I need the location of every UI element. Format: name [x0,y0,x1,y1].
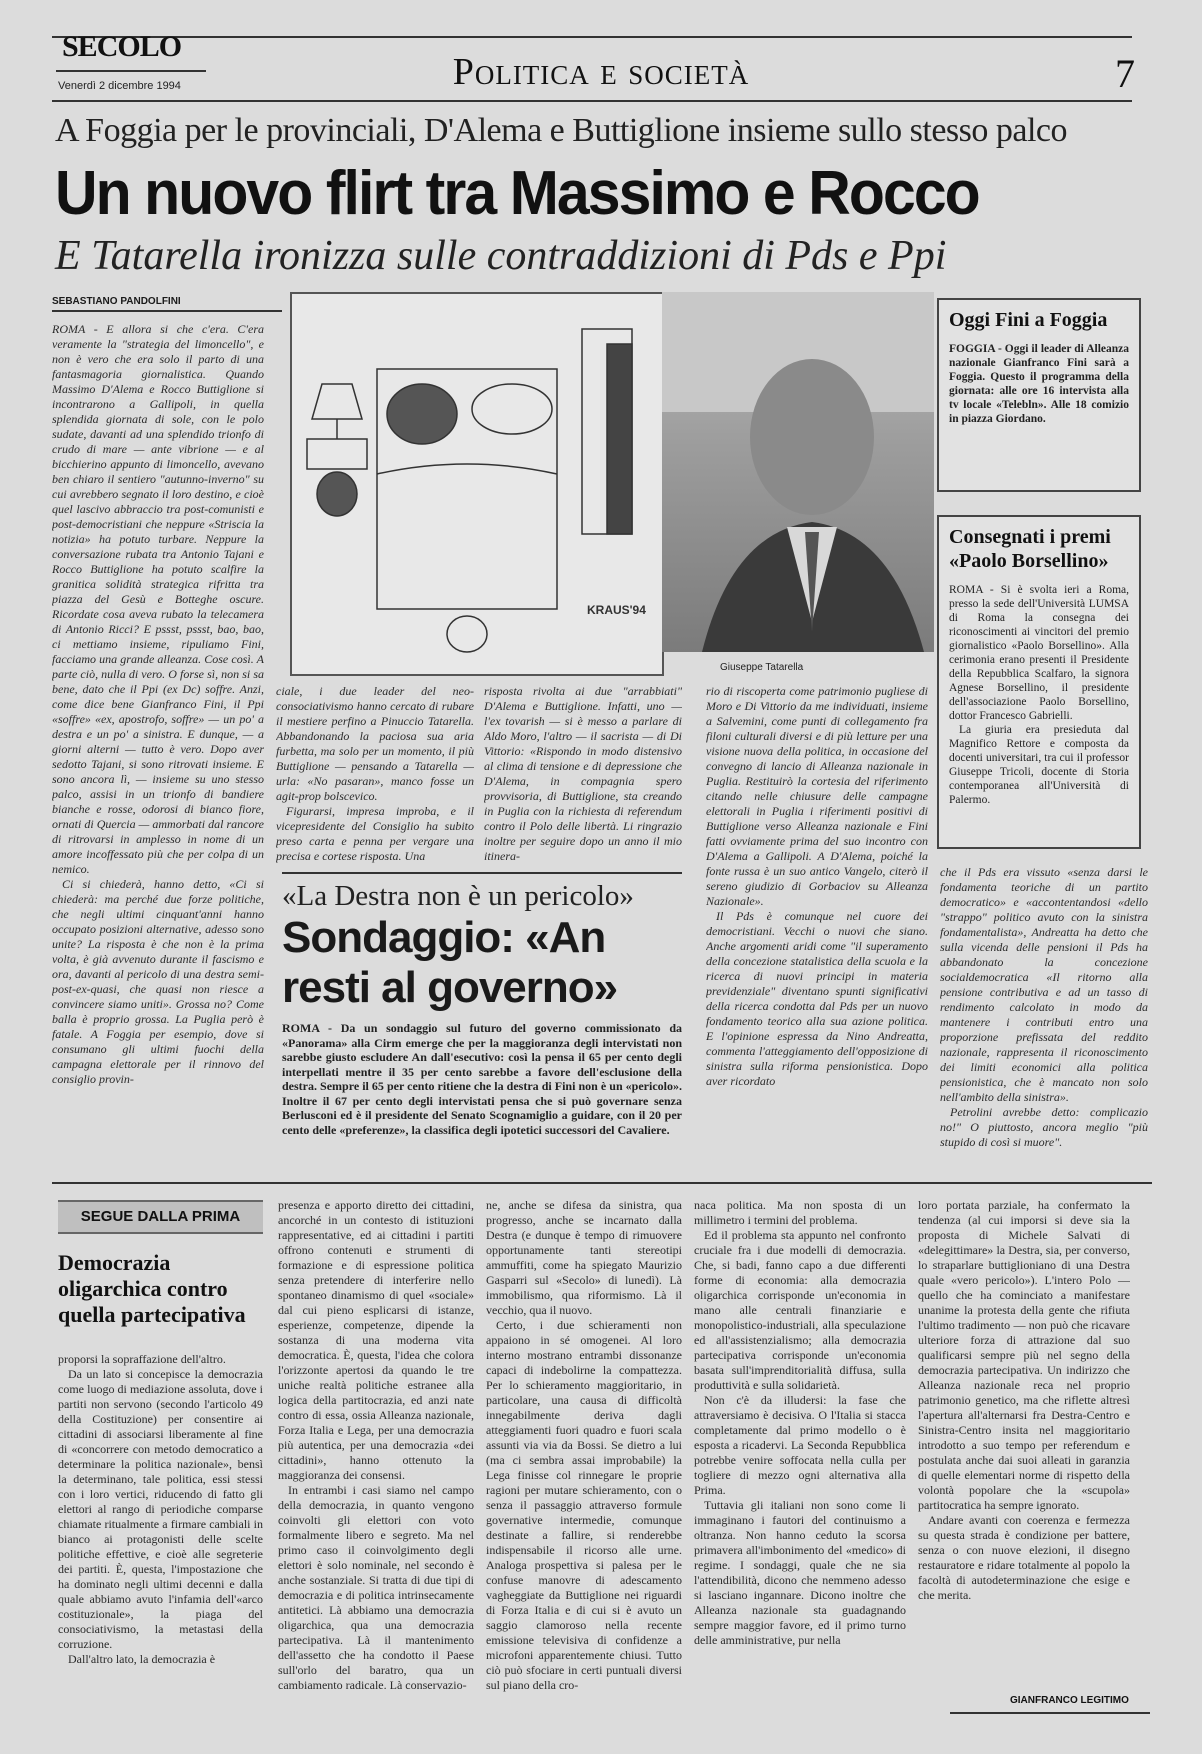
lead-kicker: A Foggia per le provinciali, D'Alema e Buttiglione insieme sullo stesso palco [55,112,1067,149]
second-column-5 [918,1198,1130,1688]
second-column-3 [486,1198,682,1728]
paragraph: Tuttavia gli italiani non sono come li immaginano i fautori del continuismo a oltranza. Non hanno ceduto la scorsa primavera all'imbonimento del «medico» di regime. I sondaggi, quale che ne sia l'attendibilità, dicono che nemmeno adesso si lasciano ingannare. Dicono inoltre che Alleanza nazionale sta guadagnando sempre maggior favore, ed il primo turno delle amministrative, pur nella [694,1498,906,1647]
newspaper-logo: SECOLO [62,30,182,63]
sidebar-fini-title: Oggi Fini a Foggia [949,309,1108,331]
masthead-bottom-rule [52,100,1132,102]
section-title: Politica e società [452,51,750,93]
sidebar-borsellino-title: Consegnati i premi «Paolo Borsellino» [949,526,1111,572]
sidebar-fini-body: FOGGIA - Oggi il leader di Alleanza nazionale Gianfranco Fini sarà a Foggia. Questo il programma della giornata: alle ore 16 intervista alla tv locale «Telebln». Alle 18 comizio in piazza Giordano. [949,343,1129,425]
paragraph: Ci si chiederà, hanno detto, «Ci si chiederà: ma perché due forze politiche, che negli ultimi cinquant'anni hanno occupato posizioni alternative, adesso sono unite? La risposta è che non è la prima volta, è già avvenuto durante il fascismo e ora, davanti al pericolo di una destra semi-post-ex-quasi, che quasi non riesce a convincere siamo uniti». Grossa no? Come balla è proprio grossa. La Puglia però è fatale. A Foggia per esempio, dove si consumano gli ultimi fuochi della campagna elettorale per il rinnovo del consiglio provin- [52,877,264,1086]
paragraph: In entrambi i casi siamo nel campo della democrazia, in quanto vengono coinvolti gli elettori con voto formalmente libero e segreto. Ma nel primo caso il coinvolgimento degli elettori è solo nominale, nel secondo è anche sostanziale. Si tratta di due tipi di democrazia e di politica intrinsecamente antitetici. Là abbiamo una democrazia oligarchica, qua una democrazia partecipativa. Là il mantenimento dell'assetto che ha condotto il Paese sull'orlo del baratro, qua un cambiamento radicale. Là conservazio- [278,1483,474,1692]
second-column-1 [58,1352,263,1722]
sidebar-borsellino-box [937,515,1141,849]
sidebar-fini-box [937,298,1141,492]
paragraph: presenza e apporto diretto dei cittadini, ancorché in un contesto di istituzioni rappresentative, ed ai cittadini i partiti offrono contenuti e strumenti di formazione e di espressione politica senza pretendere di interferire nello spontaneo dinamismo di quel «sociale» dal cui pieno esplicarsi di istanze, esperienze, competenze, dipende la sostanza di una moderna vita democratica. È, questa, l'idea che colora l'orizzonte apertosi da quando le tre uniche realtà politiche estranee alla logica della partitocrazia, ed anzi nate contro di essa, ossia Alleanza nazionale, Forza Italia e Lega, per una democrazia più autentica, per una democrazia «dei cittadini», hanno ottenuto la maggioranza dei consensi. [278,1198,474,1482]
second-article-title: Democrazia oligarchica contro quella partecipativa [58,1250,246,1327]
paragraph: Certo, i due schieramenti non appaiono in sé omogenei. Al loro interno mostrano entrambi dissonanze capaci di indebolirne la compattezza. Per lo schieramento maggioritario, in particolare, una causa di difficoltà innegabilmente deriva dagli atteggiamenti fuori quadro e fuori scala assunti via via da Bossi. Se dietro a lui (ma ci sembra assai improbabile) la Lega finisse col rinnegare le proprie ragioni per mutare schieramento, con o senza il passaggio attraverso formule governative intermedie, comunque destinate a fallire, si renderebbe indispensabile il ricorso alle urne. Analoga prospettiva si palesa per le confuse manovre di adescamento vagheggiate da Buttiglione nei riguardi di Forza Italia e di cui si è avuto un saggio clamoroso nella recente emissione televisiva di confidenze a microfoni apparentemente chiusi. Tutto ciò può sfociare in certi puntuali diversi sul piano della cro- [486,1318,682,1692]
top-rule [52,36,1132,38]
lead-column-1 [52,322,264,1172]
paragraph: ROMA - Si è svolta ieri a Roma, presso la sede dell'Università LUMSA di Roma la consegna dei riconoscimenti ai vincitori del premio giornalistico «Paolo Borsellino». Alla cerimonia erano presenti il Presidente della Repubblica Scalfaro, la signora Agnese Borsellino, il presidente dell'associazione Paolo Borsellino, dottor Francesco Gabrielli. [949,584,1129,722]
cartoon-illustration [290,292,664,676]
man-portrait-icon [662,292,934,652]
poll-article [282,872,682,1154]
signature-rule [950,1712,1150,1714]
paragraph: ROMA - E allora si che c'era. C'era veramente la "strategia del limoncello", e non è vero che era solo il parto di una fantasmagoria giornalistica. Quando Massimo D'Alema e Rocco Buttiglione si incontrarono a Gallipoli, in quella splendida giornata di sole, con le polo sudate, davanti ad una splendido trionfo di crudo di mare — ante vibrione — e al bicchierino appunto di limoncello, avevano ben chiaro il sentiero "autunno-inverno" su cui avrebbero segnato il loro destino, e cioè quel lascivo abbraccio tra post-comunisti e post-democristiani che neppure «Striscia la notizia» ha potuto turbare. Neppure la conversazione rubata tra Antonio Tajani e Rocco Buttiglione ha potuto scalfire la granitica solidità strategica rifritta tra piazza del Gesù e Botteghe oscure. Ricordate cosa aveva rubato la telecamera di Antonio Ricci? E pssst, pssst, bao, bao, ci mettiamo insieme, ripuliamo Fini, facciamo una grande alleanza. Cose così. A parte ciò, nulla di vero. O forse sì, non si sa bene, dato che il Ppi (ex Dc) soffre. Anzi, come dice bene Gianfranco Fini, il Ppi «soffre» «ex, apostrofo, soffre» — un po' a destra e un po' a sinistra. E dunque, — a giorni alterni — tutto è vero. Dopo aver sedotto Tajani, si sono ritrovati insieme. E sono ancora lì, — insieme su uno stesso palco, assisi in un trionfo di bandiere bianche e rosse, odorosi di bianco fiore, ornati di Quercia — ammorbati dal rancore di ritrovarsi in amplesso in nome di un amore incoffessato più che per colpa di un nemico. [52,322,264,876]
byline: SEBASTIANO PANDOLFINI [52,296,282,312]
continued-label: SEGUE DALLA PRIMA [58,1200,263,1234]
portrait-photo [662,292,934,652]
paragraph: ciale, i due leader del neo-consociativismo hanno cercato di rubare il mestiere perfino a Pinuccio Tatarella. Abbandonando la paciosa sua aria furbetta, ma solo per un momento, il più Buttiglione — pensando a Tatarella — urla: «No pasaran», manco fosse un agit-prop bolscevico. [276,684,474,803]
paragraph: Ed il problema sta appunto nel confronto cruciale fra i due modelli di democrazia. Che, si badi, fanno capo a due differenti forme di economia: alla democrazia oligarchica corrisponde un'economia in mano alle centrali finanziarie e monopolistico-industriali, alla speculazione ed all'assistenzialismo; alla democrazia partecipativa corrisponde un'economia basata sull'imprenditorialità diffusa, sulla produttività e sulla solidarietà. [694,1228,906,1392]
paragraph: Dall'altro lato, la democrazia è [68,1652,216,1666]
bedroom-cartoon-icon [292,294,662,674]
paragraph: Da un lato si concepisce la democrazia come luogo di mediazione assoluta, dove i partiti non servono (secondo l'articolo 49 della Costituzione) per consentire ai cittadini di associarsi liberamente al fine di «concorrere con metodo democratico a determinare la politica nazionale», bensì la determinano, tale politica, essi stessi con i loro vertici, riducendo di fatto gli elettori al rango di periodiche comparse chiamate ritualmente a firmare cambiali in bianco ai protagonisti delle scelte politiche effettive, e cioè alle segreterie dei partiti. È, questa, l'impostazione che ha dominato negli ultimi decenni e dalla quale abbiamo avuto l'infamia dell'«arco costituzionale», la piaga del consociativismo, la metastasi della corruzione. [58,1367,263,1651]
poll-headline: Sondaggio: «An resti al governo» [282,913,618,1012]
sidebar-borsellino-body [949,583,1129,807]
paragraph: proporsi la sopraffazione dell'altro. [58,1352,226,1366]
lead-subhead: E Tatarella ironizza sulle contraddizioni di Pds e Ppi [55,233,947,279]
lead-column-4 [706,684,928,1174]
photo-caption: Giuseppe Tatarella [720,662,804,673]
paragraph: Non c'è da illudersi: la fase che attraversiamo è decisiva. O l'Italia si stacca completamente dal primo modello o è esposta a ricadervi. La Seconda Repubblica potrebbe venire soffocata nella culla per togliere di mezzo ogni alternativa alla Prima. [694,1393,906,1497]
paragraph: naca politica. Ma non sposta di un millimetro i termini del problema. [694,1198,906,1227]
section-divider [52,1182,1152,1184]
paragraph: che il Pds era vissuto «senza darsi le fondamenta teoriche di un partito democratico» e «accontentandosi «dello "strappo" politico avuto con la sinistra fondamentalista», Andreatta ha detto che sulla vicenda delle pensioni il Pds ha abbandonato la concezione socialdemocratica «Il ritorno alla pensione contributiva e ad un tasso di rendimento calcolato in modo da mantenere i contributi entro una proporzione prefissata del reddito nazionale, rappresenta il riconoscimento dei limiti economici alla politica pensionistica, che è mancato non solo nell'ambito della sinistra». [940,865,1148,1104]
poll-kicker: «La Destra non è un pericolo» [282,880,634,912]
paragraph: Andare avanti con coerenza e fermezza su questa strada è condizione per battere, senza o con nuove elezioni, il disegno restauratore e ridare totalmente al popolo la facoltà di autodeterminazione che esige e che merita. [918,1513,1130,1602]
paragraph: risposta rivolta ai due "arrabbiati" D'Alema e Buttiglione. Infatti, uno — l'ex tovarish — si è messo a parlare di Aldo Moro, l'altro — il sacrista — di Di Vittorio: «Rispondo in modo distensivo al clima di tensione e di depressione che D'Alema, in compagnia spero provvisoria, di Buttiglione, sta creando in Puglia con la richiesta di referendum contro il Polo delle libertà. Li ringrazio inoltre per seguire dopo un anno il mio itinera- [484,684,682,863]
poll-body: ROMA - Da un sondaggio sul futuro del governo commissionato da «Panorama» alla Cirm emerge che per la maggioranza degli intervistati non sarebbe giusto escludere An dall'esecutivo: così la pensa il 65 per cento degli interpellati mentre il 35 per cento sarebbe a favore dell'esclusione della destra. Sempre il 65 per cento ritiene che la destra di Fini non è un «pericolo». Inoltre il 67 per cento degli intervistati pensa che si può governare senza Berlusconi ed è il presidente del Senato Scognamiglio a guidare, con il 20 per cento delle «preferenze», la classifica degli ipotetici successori del Cavaliere. [282,1021,682,1137]
paragraph: La giuria era presieduta dal Magnifico Rettore e composta da docenti universitari, tra cui il professor Giuseppe Tricoli, docente di Storia contemporanea all'Università di Palermo. [949,724,1129,806]
paragraph: Petrolini avrebbe detto: complicazio no!" O piuttosto, ancora meglio "più stupido di così si muore". [940,1105,1148,1149]
page-number: 7 [1115,51,1135,96]
svg-text:KRAUS'94: KRAUS'94 [587,603,646,617]
issue-date: Venerdì 2 dicembre 1994 [58,80,181,92]
paragraph: ne, anche se difesa da sinistra, qua progresso, anche se incarnato dalla Destra (e dunque è tempo di rimuovere opportunamente tanti stereotipi ammuffiti, come ha spiegato Maurizio Gasparri sul «Secolo» di lunedì). Là immobilismo, qua riformismo. Là il vecchio, qua il nuovo. [486,1198,682,1317]
author-signature: GIANFRANCO LEGITIMO [1010,1695,1129,1706]
paragraph: Figurarsi, impresa improba, e il vicepresidente del Consiglio ha subito preso carta e penna per vergare una precisa e cortese risposta. Una [276,804,474,863]
lead-column-3 [484,684,682,864]
paragraph: loro portata parziale, ha confermato la tendenza (al cui imporsi si deve sia la proposta di Michele Salvati di «delegittimare» la Destra, sia, per converso, lo straparlare buttiglioniano di una Destra quale «vero pericolo»). L'intero Polo — quello che ha cominciato a manifestare unanime la protesta della gente che rifiuta l'ultimo tradimento — non può che ricavare ulteriore forza di attrazione dal suo qualificarsi sempre più nel segno della democrazia partecipativa. Un indirizzo che Alleanza nazionale reca nel proprio patrimonio genetico, ma che riflette altresì l'apertura all'alternarsi fra Destra-Centro e Sinistra-Centro insita nel maggioritario introdotto a suo tempo per referendum e postulata anche dai suoi alleati in garanzia di quelle elementari norme di rispetto della volontà popolare che la «scupola» partitocratica ha sempre ignorato. [918,1198,1130,1512]
lead-column-5 [940,865,1148,1175]
lead-column-2 [276,684,474,864]
second-column-2 [278,1198,474,1728]
second-column-4 [694,1198,906,1728]
paragraph: Il Pds è comunque nel cuore dei democristiani. Vecchi o nuovi che siano. Anche argomenti aridi come "il superamento della concezione statalistica della scuola e la ricerca di nuovi principi in materia previdenziale" diventano spunti significativi della ricerca condotta dal Pds per un nuovo fondamento teorico alla sua azione politica. E l'opinione espressa da Nino Andreatta, commenta l'atteggiamento dell'opposizione di sinistra sulla riforma pensionistica. Dopo aver ricordato [706,909,928,1088]
lead-headline: Un nuovo flirt tra Massimo e Rocco [55,159,979,228]
paragraph: rio di riscoperta come patrimonio pugliese di Moro e Di Vittorio da me individuati, insieme a Salvemini, come punti di collegamento fra filoni culturali diversi e di più letture per una visione nuova della politica, in occasione del convegno di lancio di Alleanza nazionale in Puglia. Restituirò la cortesia del riferimento citando nelle chiusure delle campagne elettorali in Puglia i riferimenti positivi di Buttiglione verso Alleanza nazionale e Fini fatti ovviamente prima del suo incontro con D'Alema a Gallipoli. A D'Alema, poiché la fonte russa è un suo antico Vangelo, citerò il sereno giudizio di Gorbaciov su Alleanza Nazionale». [706,684,928,908]
